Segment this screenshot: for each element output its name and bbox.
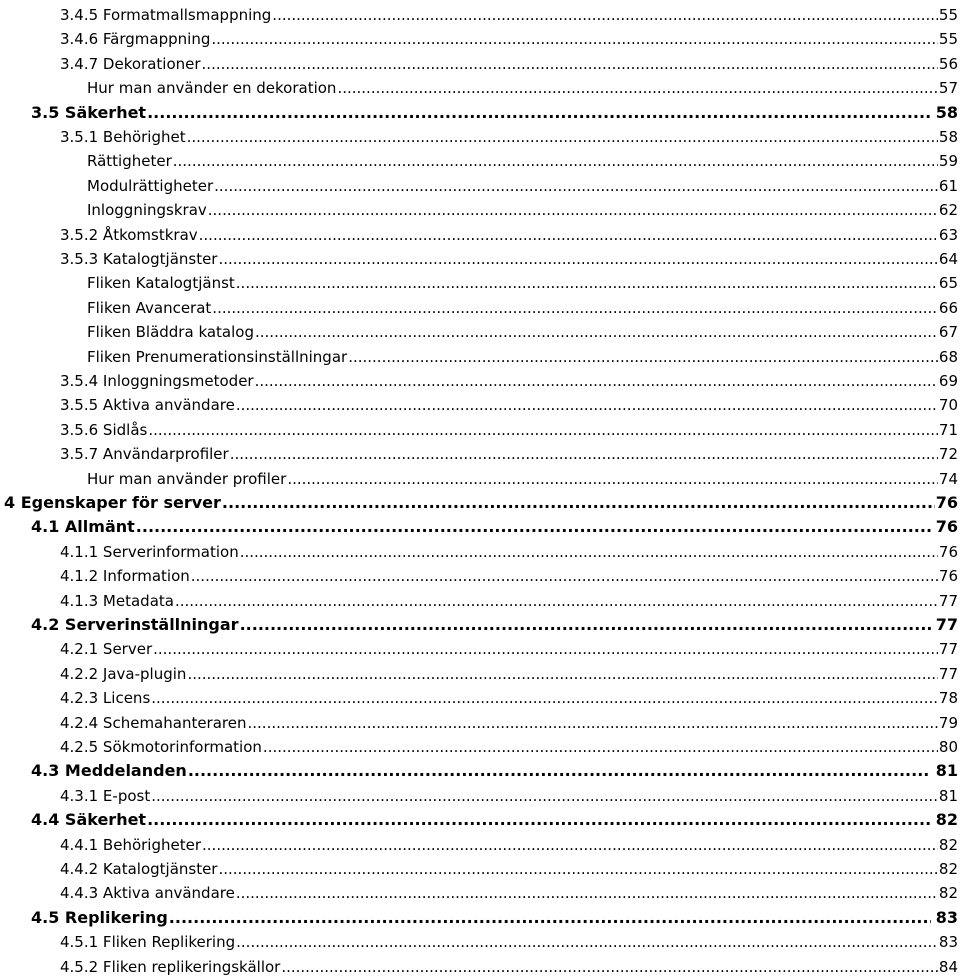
dot-leader [272, 6, 938, 24]
toc-entry[interactable] [60, 390, 958, 414]
toc-entry-page-number: 82 [938, 835, 958, 854]
dot-leader [211, 30, 938, 48]
toc-entry[interactable] [60, 854, 958, 878]
toc-entry[interactable] [87, 73, 958, 97]
dot-leader [218, 250, 937, 268]
toc-entry-page-number: 70 [938, 396, 958, 415]
toc-entry-page-number: 66 [938, 298, 958, 317]
toc-entry-page-number: 84 [938, 957, 958, 976]
dot-leader [153, 640, 938, 658]
toc-entry[interactable] [60, 830, 958, 854]
dot-leader [214, 177, 938, 195]
toc-entry-title: 4.2.4 Schemahanteraren [60, 713, 247, 732]
toc-entry-page-number: 67 [938, 323, 958, 342]
dot-leader [147, 104, 931, 122]
toc-entry-title: Modulrättigheter [87, 176, 214, 195]
dot-leader [136, 518, 931, 536]
dot-leader [151, 689, 938, 707]
toc-entry-title: 4.4 Säkerhet [31, 810, 147, 830]
dot-leader [236, 933, 938, 951]
toc-entry[interactable] [60, 439, 958, 463]
toc-entry-title: 4.2.2 Java-plugin [60, 664, 187, 683]
toc-entry-page-number: 81 [935, 761, 958, 781]
toc-entry-title: 4.2.3 Licens [60, 689, 151, 708]
toc-entry-title: 3.4.7 Dekorationer [60, 54, 201, 73]
toc-entry-title: 3.4.6 Färgmappning [60, 30, 211, 49]
dot-leader [287, 470, 938, 488]
toc-entry-title: Rättigheter [87, 152, 172, 171]
toc-entry[interactable] [60, 561, 958, 585]
toc-entry-page-number: 56 [938, 54, 958, 73]
toc-entry-page-number: 76 [938, 542, 958, 561]
toc-entry[interactable] [60, 659, 958, 683]
toc-entry-title: 4.4.1 Behörigheter [60, 835, 202, 854]
dot-leader [148, 421, 938, 439]
toc-entry[interactable] [87, 464, 958, 488]
toc-entry[interactable] [87, 268, 958, 292]
toc-entry-title: Fliken Avancerat [87, 298, 212, 317]
dot-leader [337, 79, 937, 97]
toc-entry-title: Fliken Bläddra katalog [87, 323, 254, 342]
toc-entry-page-number: 65 [938, 274, 958, 293]
toc-entry-title: 4.5.2 Fliken replikeringskällor [60, 957, 281, 976]
toc-entry[interactable] [60, 537, 958, 561]
toc-entry[interactable] [31, 756, 958, 780]
toc-entry[interactable] [4, 488, 958, 512]
toc-entry-page-number: 55 [938, 30, 958, 49]
toc-entry-page-number: 63 [938, 225, 958, 244]
dot-leader [212, 299, 938, 317]
dot-leader [236, 274, 938, 292]
toc-entry-title: 3.4.5 Formatmallsmappning [60, 6, 272, 24]
toc-entry[interactable] [60, 586, 958, 610]
toc-entry-title: Hur man använder en dekoration [87, 79, 337, 98]
toc-entry-title: 3.5.4 Inloggningsmetoder [60, 372, 254, 390]
toc-entry[interactable] [60, 781, 958, 805]
toc-entry-page-number: 76 [935, 517, 958, 537]
toc-entry-page-number: 80 [938, 738, 958, 756]
toc-entry-page-number: 57 [938, 79, 958, 98]
dot-leader [255, 323, 938, 341]
dot-leader [255, 372, 938, 390]
dot-leader [236, 884, 938, 902]
toc-entry[interactable] [60, 0, 958, 24]
toc-entry-page-number: 76 [938, 567, 958, 586]
toc-entry-title: 4 Egenskaper för server [4, 493, 221, 512]
toc-entry[interactable] [60, 244, 958, 268]
toc-entry[interactable] [31, 903, 958, 927]
toc-entry-page-number: 62 [938, 201, 958, 220]
toc-entry-page-number: 61 [938, 176, 958, 195]
toc-entry-page-number: 74 [938, 469, 958, 488]
dot-leader [208, 201, 938, 219]
toc-entry-title: 4.3 Meddelanden [31, 761, 187, 781]
toc-entry-title: 4.4.2 Katalogtjänster [60, 860, 218, 878]
toc-entry-page-number: 71 [938, 420, 958, 439]
toc-entry-page-number: 82 [938, 884, 958, 903]
toc-entry-page-number: 64 [938, 250, 958, 268]
toc-entry-page-number: 78 [938, 689, 958, 708]
toc-entry-page-number: 79 [938, 713, 958, 732]
dot-leader [281, 958, 938, 976]
dot-leader [240, 616, 931, 634]
toc-entry-title: 4.2.5 Sökmotorinformation [60, 738, 262, 756]
toc-entry-page-number: 59 [938, 152, 958, 171]
dot-leader [248, 714, 938, 732]
toc-entry[interactable] [87, 146, 958, 170]
toc-entry[interactable] [31, 98, 958, 122]
toc-entry[interactable] [60, 122, 958, 146]
toc-entry-title: 3.5.7 Användarprofiler [60, 445, 229, 464]
toc-entry-page-number: 58 [935, 102, 958, 122]
dot-leader [199, 226, 938, 244]
toc-entry-page-number: 77 [938, 591, 958, 610]
dot-leader [175, 592, 938, 610]
toc-entry[interactable] [60, 683, 958, 707]
dot-leader [240, 543, 938, 561]
toc-entry-page-number: 68 [938, 347, 958, 366]
toc-entry[interactable] [87, 293, 958, 317]
dot-leader [230, 445, 938, 463]
dot-leader [147, 811, 931, 829]
toc-entry[interactable] [60, 878, 958, 902]
dot-leader [187, 665, 937, 683]
toc-entry-page-number: 82 [938, 860, 958, 878]
toc-entry-page-number: 72 [938, 445, 958, 464]
toc-entry-page-number: 77 [938, 664, 958, 683]
toc-entry-page-number: 55 [938, 6, 958, 24]
toc-entry[interactable] [87, 317, 958, 341]
toc-entry-title: 3.5.5 Aktiva användare [60, 396, 235, 415]
dot-leader [187, 128, 938, 146]
toc-entry-title: 4.2.1 Server [60, 640, 153, 659]
dot-leader [169, 909, 931, 927]
toc-entry-title: 3.5.3 Katalogtjänster [60, 250, 218, 268]
toc-entry-page-number: 69 [938, 372, 958, 390]
toc-entry-page-number: 77 [938, 640, 958, 659]
toc-entry-title: 4.1.3 Metadata [60, 591, 174, 610]
toc-entry-page-number: 83 [938, 933, 958, 952]
toc-entry[interactable] [60, 634, 958, 658]
dot-leader [173, 152, 938, 170]
toc-entry[interactable] [87, 195, 958, 219]
toc-entry-page-number: 77 [935, 615, 958, 634]
toc-entry[interactable] [60, 927, 958, 951]
toc-entry[interactable] [60, 220, 958, 244]
toc-entry-title: Hur man använder profiler [87, 469, 287, 488]
toc-entry[interactable] [60, 708, 958, 732]
dot-leader [218, 860, 937, 878]
toc-entry[interactable] [60, 415, 958, 439]
toc-entry[interactable] [60, 49, 958, 73]
dot-leader [191, 567, 938, 585]
dot-leader [188, 762, 931, 780]
toc-entry-title: 4.1.1 Serverinformation [60, 542, 239, 561]
dot-leader [348, 348, 938, 366]
toc-entry-title: 3.5.1 Behörighet [60, 128, 186, 146]
dot-leader [263, 738, 938, 756]
dot-leader [151, 787, 938, 805]
toc-entry-page-number: 82 [935, 810, 958, 830]
toc-entry[interactable] [31, 512, 958, 536]
toc-entry-title: Fliken Katalogtjänst [87, 274, 235, 293]
dot-leader [222, 494, 935, 512]
dot-leader [202, 55, 938, 73]
toc-entry-title: 4.3.1 E-post [60, 786, 151, 805]
toc-entry[interactable] [60, 24, 958, 48]
toc-entry[interactable] [87, 342, 958, 366]
toc-entry-title: 3.5.2 Åtkomstkrav [60, 225, 198, 244]
toc-entry-page-number: 83 [935, 907, 958, 927]
toc-entry-title: 4.1.2 Information [60, 567, 190, 586]
toc-entry-title: Inloggningskrav [87, 201, 207, 220]
toc-entry[interactable] [31, 610, 958, 634]
toc-entry-title: 4.1 Allmänt [31, 517, 135, 537]
toc-entry-title: 3.5 Säkerhet [31, 102, 147, 122]
toc-entry-title: 4.2 Serverinställningar [31, 615, 239, 634]
toc-entry-title: 4.4.3 Aktiva användare [60, 884, 235, 903]
dot-leader [236, 396, 938, 414]
toc-entry[interactable] [31, 805, 958, 829]
toc-entry[interactable] [87, 171, 958, 195]
dot-leader [202, 836, 938, 854]
toc-entry-title: Fliken Prenumerationsinställningar [87, 347, 348, 366]
toc-entry-page-number: 58 [938, 128, 958, 146]
toc-entry-page-number: 81 [938, 786, 958, 805]
toc-entry-page-number: 76 [935, 493, 958, 512]
toc-entry-title: 4.5.1 Fliken Replikering [60, 933, 236, 952]
toc-entry-title: 3.5.6 Sidlås [60, 420, 148, 439]
toc-entry[interactable] [60, 732, 958, 756]
toc-entry[interactable] [60, 366, 958, 390]
toc-entry-title: 4.5 Replikering [31, 907, 168, 927]
